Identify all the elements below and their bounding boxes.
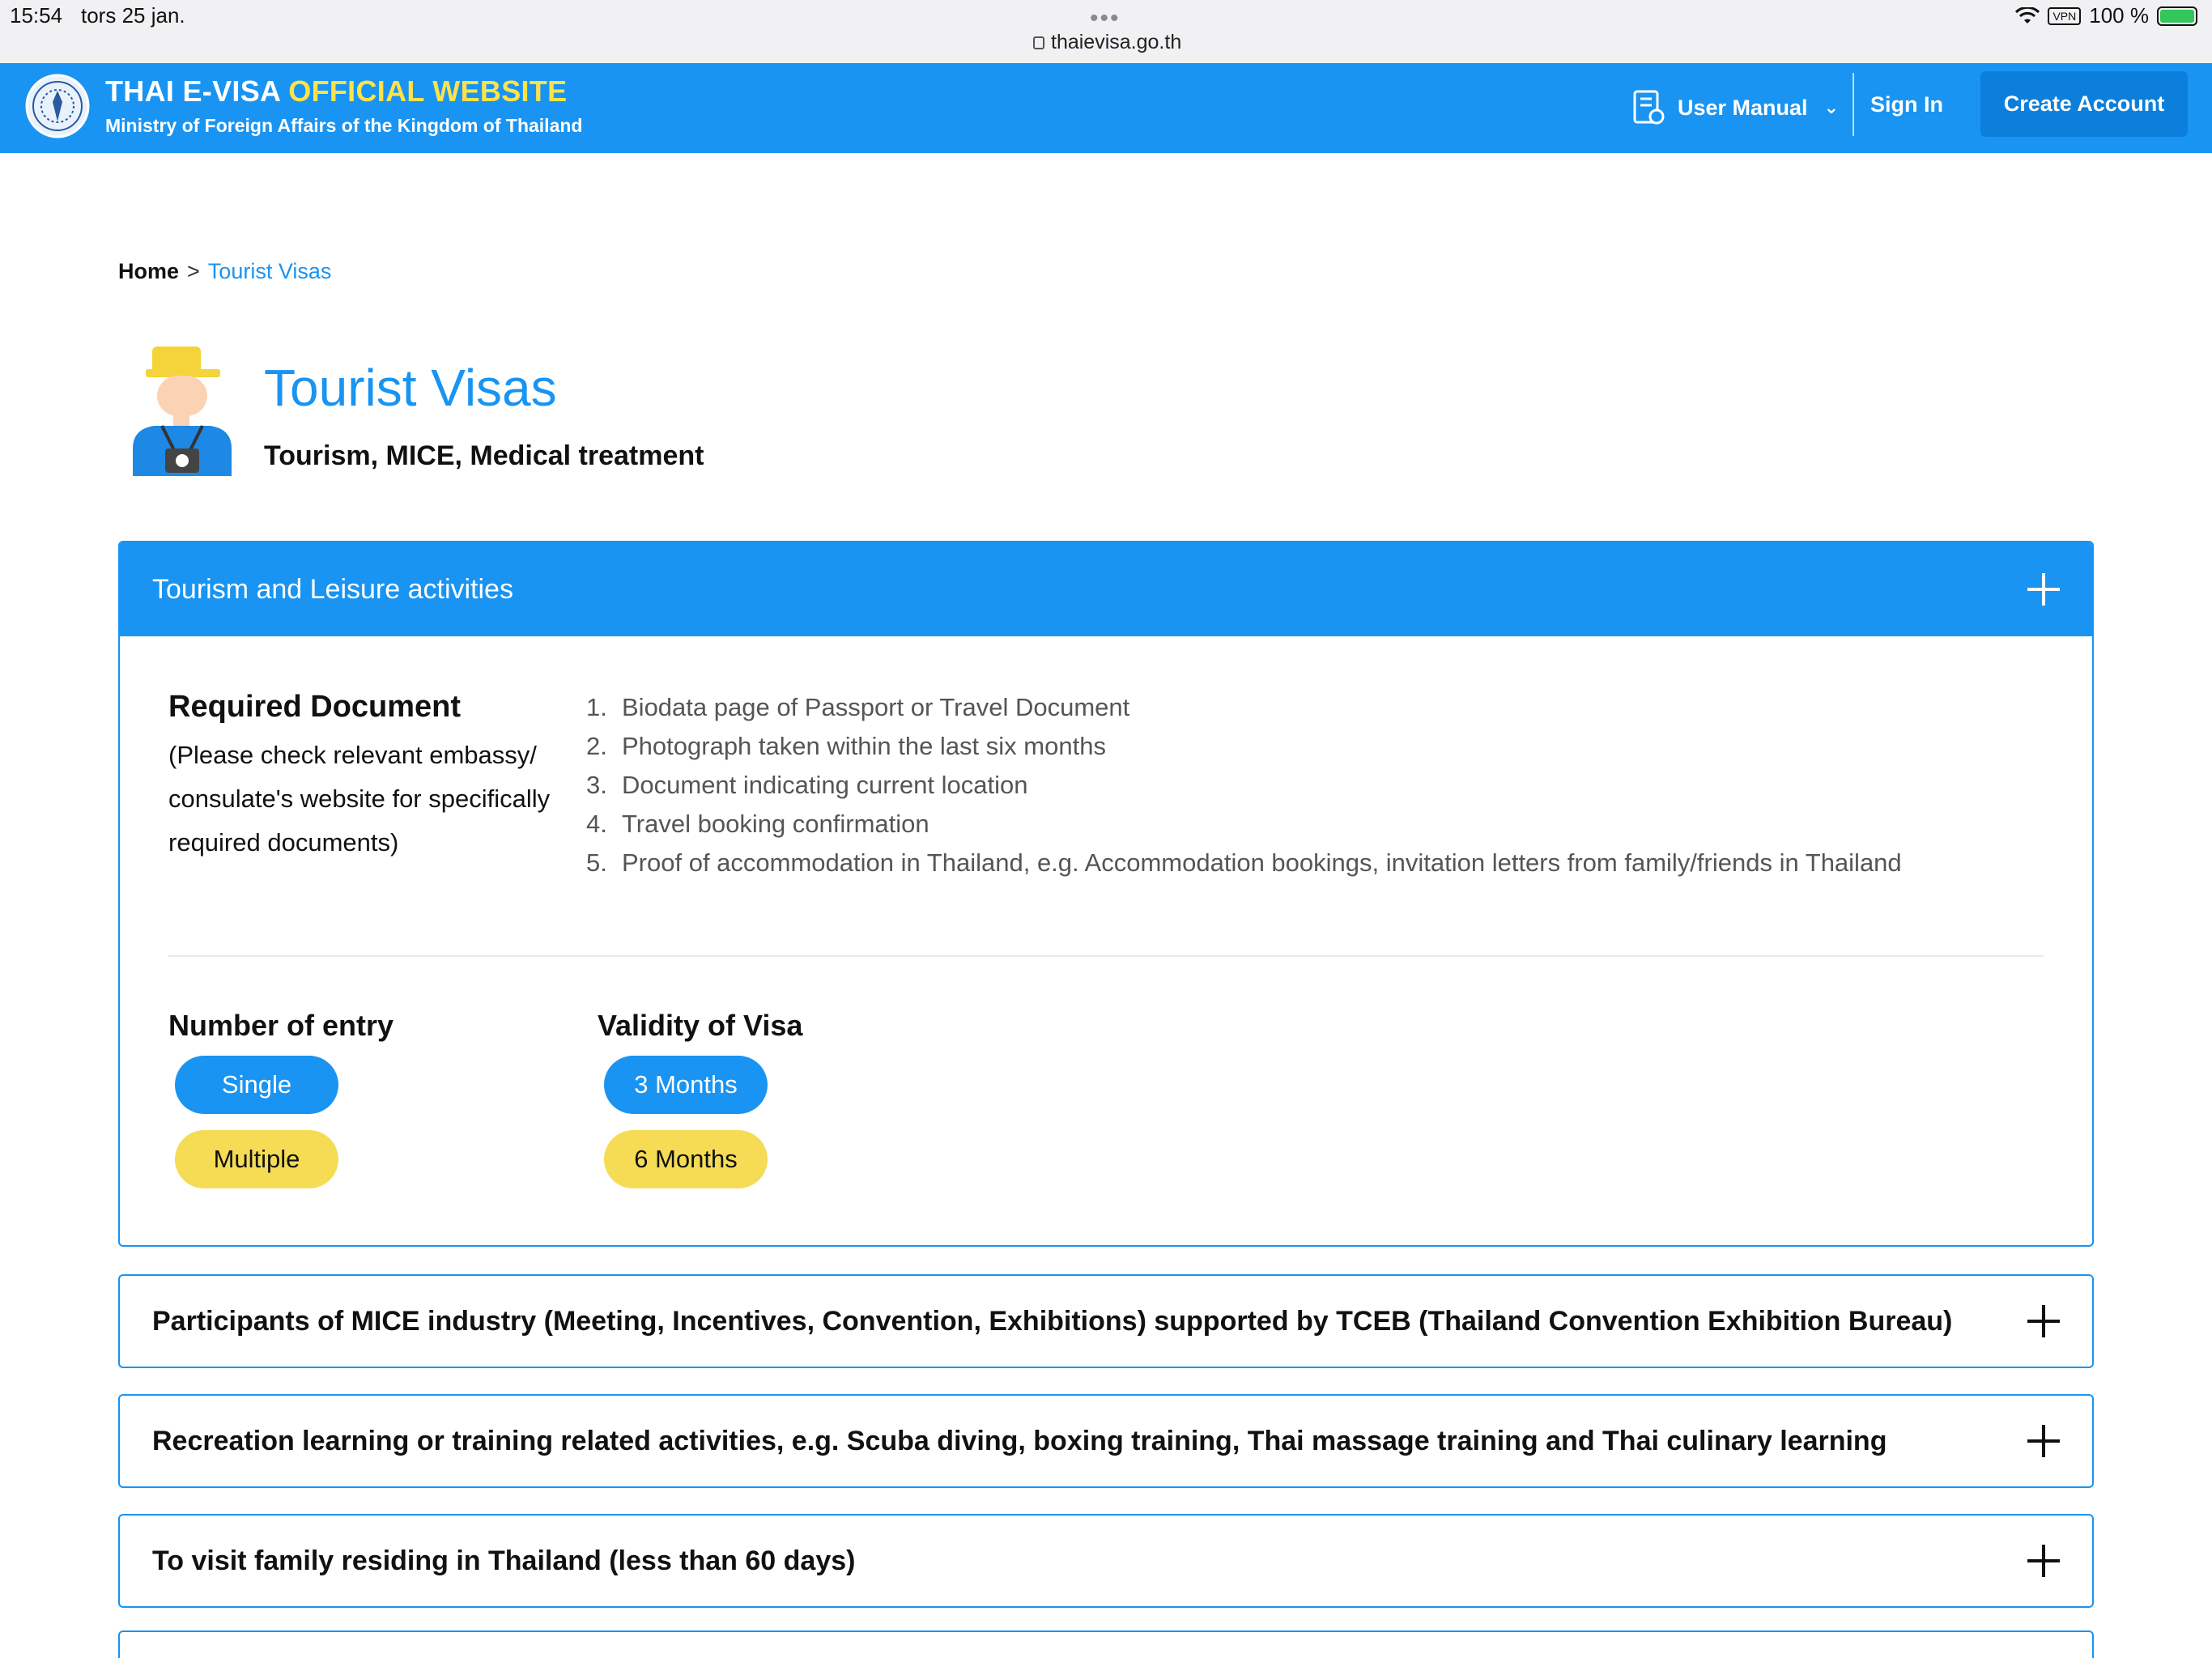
user-manual-menu[interactable]	[1632, 89, 1839, 126]
page-title: Tourist Visas	[264, 359, 557, 417]
list-item	[586, 844, 1902, 882]
user-manual-label: User Manual	[1678, 95, 1808, 120]
list-item-text: Document indicating current location	[622, 771, 1028, 799]
accordion-header-tourism-leisure[interactable]	[120, 542, 2092, 636]
wifi-icon	[2015, 7, 2040, 25]
accordion-title: To visit family residing in Thailand (less than 60 days)	[152, 1545, 856, 1576]
site-header	[0, 63, 2212, 153]
page-subtitle: Tourism, MICE, Medical treatment	[264, 440, 704, 471]
document-list	[586, 688, 1902, 882]
url-text: thaievisa.go.th	[1051, 31, 1182, 53]
list-item-text: Proof of accommodation in Thailand, e.g. Accommodation bookings, invitation letters from family/friends in Thailand	[622, 848, 1902, 877]
accordion-next-partial[interactable]	[118, 1630, 2094, 1658]
tourist-avatar-icon	[130, 345, 235, 476]
list-item	[586, 805, 1902, 844]
address-bar[interactable]	[1033, 31, 1181, 54]
site-title-highlight: OFFICIAL WEBSITE	[288, 74, 568, 108]
required-document-title: Required Document	[168, 690, 462, 724]
accordion-tourism-leisure	[118, 541, 2094, 1247]
battery-icon	[2157, 6, 2197, 26]
sign-in-link[interactable]: Sign In	[1870, 92, 1943, 117]
list-item	[586, 766, 1902, 805]
more-dots-icon[interactable]: •••	[1090, 5, 1121, 32]
entry-multiple-badge: Multiple	[175, 1130, 338, 1188]
vpn-badge: VPN	[2048, 7, 2081, 25]
breadcrumb	[118, 259, 331, 284]
status-indicators	[2015, 3, 2197, 28]
entry-single-badge: Single	[175, 1056, 338, 1114]
accordion-title: Participants of MICE industry (Meeting, Incentives, Convention, Exhibitions) supported by TCEB (Thailand Convention Exhibition Bureau)	[152, 1305, 1953, 1337]
manual-book-icon	[1632, 89, 1665, 126]
list-item-number: 1.	[586, 693, 607, 721]
create-account-button[interactable]: Create Account	[1980, 71, 2188, 137]
breadcrumb-separator: >	[187, 259, 200, 283]
list-item	[586, 727, 1902, 766]
section-divider	[168, 955, 2044, 957]
site-title-main: THAI E-VISA	[105, 74, 289, 108]
plus-icon[interactable]	[2027, 1545, 2060, 1577]
plus-icon[interactable]	[2027, 1305, 2060, 1337]
accordion-title: Tourism and Leisure activities	[152, 573, 513, 605]
accordion-visit-family[interactable]	[118, 1514, 2094, 1608]
list-item-text: Biodata page of Passport or Travel Document	[622, 693, 1130, 721]
list-item-number: 3.	[586, 771, 607, 799]
accordion-title: Recreation learning or training related activities, e.g. Scuba diving, boxing training, Thai massage training and Thai culinary learning	[152, 1425, 1887, 1456]
number-of-entry-title: Number of entry	[168, 1009, 394, 1042]
list-item-number: 2.	[586, 732, 607, 760]
status-bar	[0, 0, 2212, 63]
lock-icon	[1033, 36, 1044, 49]
ministry-seal-logo[interactable]	[24, 73, 91, 139]
accordion-mice[interactable]	[118, 1274, 2094, 1368]
list-item-text: Travel booking confirmation	[622, 810, 929, 838]
site-title[interactable]	[105, 74, 567, 108]
battery-percent: 100 %	[2089, 3, 2149, 28]
list-item-number: 5.	[586, 848, 607, 877]
breadcrumb-current: Tourist Visas	[207, 259, 332, 283]
accordion-recreation-learning[interactable]	[118, 1394, 2094, 1488]
required-document-note: (Please check relevant embassy/ consulate's website for specifically required documents)	[168, 741, 551, 857]
validity-6-months-badge: 6 Months	[604, 1130, 768, 1188]
breadcrumb-home[interactable]: Home	[118, 259, 180, 283]
list-item-number: 4.	[586, 810, 607, 838]
nav-divider	[1853, 73, 1854, 136]
site-subtitle: Ministry of Foreign Affairs of the Kingdom of Thailand	[105, 115, 583, 136]
plus-icon[interactable]	[2027, 1425, 2060, 1457]
validity-title: Validity of Visa	[598, 1009, 803, 1042]
validity-3-months-badge: 3 Months	[604, 1056, 768, 1114]
status-date: tors 25 jan.	[81, 3, 185, 28]
chevron-down-icon: ⌄	[1823, 97, 1839, 117]
status-time: 15:54	[10, 3, 63, 28]
list-item-text: Photograph taken within the last six months	[622, 732, 1106, 760]
plus-icon[interactable]	[2027, 573, 2060, 606]
list-item	[586, 688, 1902, 727]
